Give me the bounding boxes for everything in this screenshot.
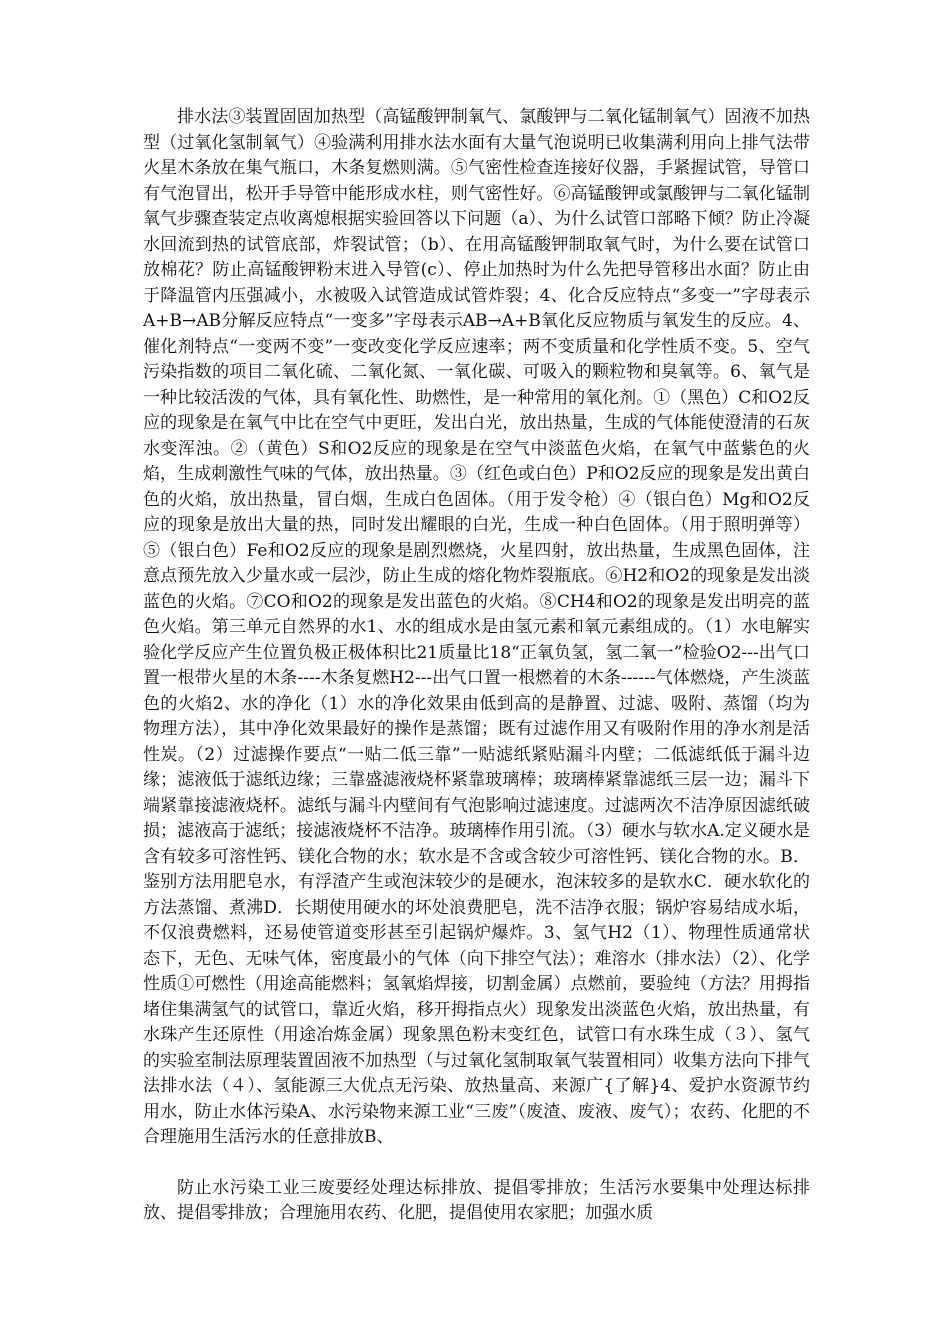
body-paragraph-1: 排水法③装置固固加热型（高锰酸钾制氧气、氯酸钾与二氧化锰制氧气）固液不加热型（过氧化氢制氧气）④验满利用排水法水面有大量气泡说明已收集满利用向上排气法带火星木条放在集气瓶口，木条复燃则满。⑤气密性检查连接好仪器，手紧握试管，导管口有气泡冒出，松开手导管中能形成水柱，则气密性好。⑥高锰酸钾或氯酸钾与二氧化锰制氧气步骤查装定点收离熄根据实验回答以下问题（a）、为什么试管口部略下倾？防止冷凝水回流到热的试管底部，炸裂试管；（b）、在用高锰酸钾制取氧气时，为什么要在试管口放棉花？防止高锰酸钾粉末进入导管(c）、停止加热时为什么先把导管移出水面？防止由于降温管内压强减小，水被吸入试管造成试管炸裂；4、化合反应特点“多变一”字母表示A+B→AB分解反应特点“一变多”字母表示AB→A+B氧化反应物质与氧发生的反应。4、催化剂特点“一变两不变”一变改变化学反应速率；两不变质量和化学性质不变。5、空气污染指数的项目二氧化硫、二氧化氮、一氧化碳、可吸入的颗粒物和臭氧等。6、氧气是一种比较活泼的气体，具有氧化性、助燃性，是一种常用的氧化剂。①（黑色）C和O2反应的现象是在氧气中比在空气中更旺，发出白光，放出热量，生成的气体能使澄清的石灰水变浑浊。②（黄色）S和O2反应的现象是在空气中淡蓝色火焰，在氧气中蓝紫色的火焰，生成刺激性气味的气体，放出热量。③（红色或白色）P和O2反应的现象是发出黄白色的火焰，放出热量，冒白烟，生成白色固体。（用于发令枪）④（银白色）Mg和O2反应的现象是放出大量的热，同时发出耀眼的白光，生成一种白色固体。（用于照明弹等）⑤（银白色）Fe和O2反应的现象是剧烈燃烧，火星四射，放出热量，生成黑色固体，注意点预先放入少量水或一层沙，防止生成的熔化物炸裂瓶底。⑥H2和O2的现象是发出淡蓝色的火焰。⑦CO和O2的现象是发出蓝色的火焰。⑧CH4和O2的现象是发出明亮的蓝色火焰。第三单元自然界的水1、水的组成水是由氢元素和氧元素组成的。（1）水电解实验化学反应产生位置负极正极体积比21质量比18“正氧负氢，氢二氧一”检验O2---出气口置一根带火星的木条----木条复燃H2---出气口置一根燃着的木条------气体燃烧，产生淡蓝色的火焰2、水的净化（1）水的净化效果由低到高的是静置、过滤、吸附、蒸馏（均为物理方法），其中净化效果最好的操作是蒸馏；既有过滤作用又有吸附作用的净水剂是活性炭。（2）过滤操作要点“一贴二低三靠”一贴滤纸紧贴漏斗内壁；二低滤纸低于漏斗边缘；滤液低于滤纸边缘；三靠盛滤液烧杯紧靠玻璃棒；玻璃棒紧靠滤纸三层一边；漏斗下端紧靠接滤液烧杯。滤纸与漏斗内壁间有气泡影响过滤速度。过滤两次不洁净原因滤纸破损；滤液高于滤纸；接滤液烧杯不洁净。玻璃棒作用引流。（3）硬水与软水A.定义硬水是含有较多可溶性钙、镁化合物的水；软水是不含或含较少可溶性钙、镁化合物的水。B．鉴别方法用肥皂水，有浮渣产生或泡沫较少的是硬水，泡沫较多的是软水C．硬水软化的方法蒸馏、煮沸D．长期使用硬水的坏处浪费肥皂，洗不洁净衣服；锅炉容易结成水垢，不仅浪费燃料，还易使管道变形甚至引起锅炉爆炸。3、氢气H2（1）、物理性质通常状态下，无色、无味气体，密度最小的气体（向下排空气法）；难溶水（排水法）（2）、化学性质①可燃性（用途高能燃料；氢氧焰焊接，切割金属）点燃前，要验纯（方法？用拇指堵住集满氢气的试管口，靠近火焰，移开拇指点火）现象发出淡蓝色火焰，放出热量，有水珠产生还原性（用途冶炼金属）现象黑色粉末变红色，试管口有水珠生成（３）、氢气的实验室制法原理装置固液不加热型（与过氧化氢制取氧气装置相同）收集方法向下排气法排水法（４）、氢能源三大优点无污染、放热量高、来源广{了解}4、爱护水资源节约用水，防止水体污染A、水污染物来源工业“三废”（废渣、废液、废气）；农药、化肥的不合理施用生活污水的任意排放B、 [143,107,810,1147]
body-paragraph-2: 防止水污染工业三废要经处理达标排放、提倡零排放；生活污水要集中处理达标排放、提倡零排放；合理施用农药、化肥，提倡使用农家肥；加强水质 [143,1177,810,1223]
document-page [143,105,810,1227]
